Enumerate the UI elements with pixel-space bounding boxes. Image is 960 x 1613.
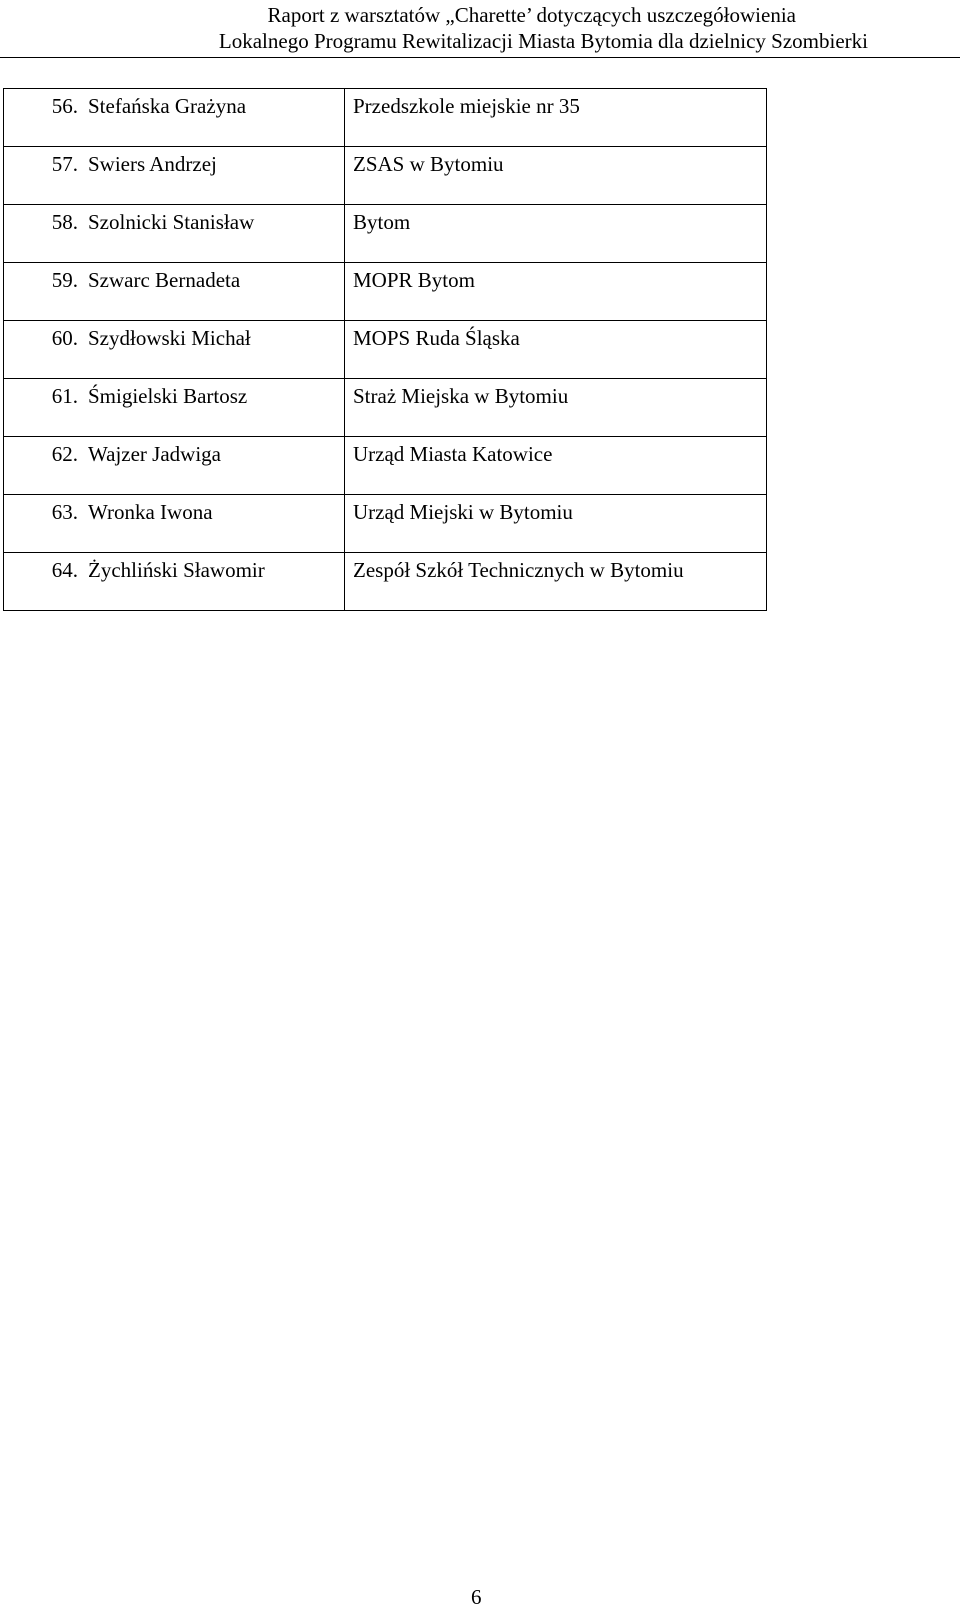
row-number: 61.: [4, 379, 79, 437]
table-row: [4, 379, 767, 437]
participant-name: Szwarc Bernadeta: [78, 263, 345, 321]
row-number: 64.: [4, 553, 79, 611]
participant-organization: Bytom: [345, 205, 767, 263]
participants-table-body: [4, 89, 767, 611]
page-number: 6: [471, 1585, 482, 1609]
header-title-line-1: Raport z warsztatów „Charette’ dotyczących uszczegółowienia: [267, 3, 796, 27]
participant-name: Stefańska Grażyna: [78, 89, 345, 147]
table-row: [4, 321, 767, 379]
table-row: [4, 495, 767, 553]
table-row: [4, 553, 767, 611]
table-row: [4, 89, 767, 147]
participant-organization: Przedszkole miejskie nr 35: [345, 89, 767, 147]
row-number: 59.: [4, 263, 79, 321]
participant-name: Swiers Andrzej: [78, 147, 345, 205]
participant-organization: MOPS Ruda Śląska: [345, 321, 767, 379]
row-number: 58.: [4, 205, 79, 263]
participant-organization: Urząd Miasta Katowice: [345, 437, 767, 495]
row-number: 62.: [4, 437, 79, 495]
participant-organization: Straż Miejska w Bytomiu: [345, 379, 767, 437]
table-row: [4, 205, 767, 263]
participant-organization: Zespół Szkół Technicznych w Bytomiu: [345, 553, 767, 611]
participants-table: [3, 88, 767, 611]
table-row: [4, 263, 767, 321]
row-number: 56.: [4, 89, 79, 147]
header-title-line-2: Lokalnego Programu Rewitalizacji Miasta Bytomia dla dzielnicy Szombierki: [218, 29, 868, 53]
row-number: 60.: [4, 321, 79, 379]
participant-name: Szydłowski Michał: [78, 321, 345, 379]
page-header: [0, 0, 960, 62]
table-row: [4, 437, 767, 495]
participant-name: Szolnicki Stanisław: [78, 205, 345, 263]
participant-organization: MOPR Bytom: [345, 263, 767, 321]
participant-name: Wajzer Jadwiga: [78, 437, 345, 495]
participant-organization: Urząd Miejski w Bytomiu: [345, 495, 767, 553]
table-row: [4, 147, 767, 205]
participant-name: Śmigielski Bartosz: [78, 379, 345, 437]
header-divider: [0, 57, 960, 58]
row-number: 57.: [4, 147, 79, 205]
participant-name: Wronka Iwona: [78, 495, 345, 553]
participant-name: Żychliński Sławomir: [78, 553, 345, 611]
participant-organization: ZSAS w Bytomiu: [345, 147, 767, 205]
row-number: 63.: [4, 495, 79, 553]
